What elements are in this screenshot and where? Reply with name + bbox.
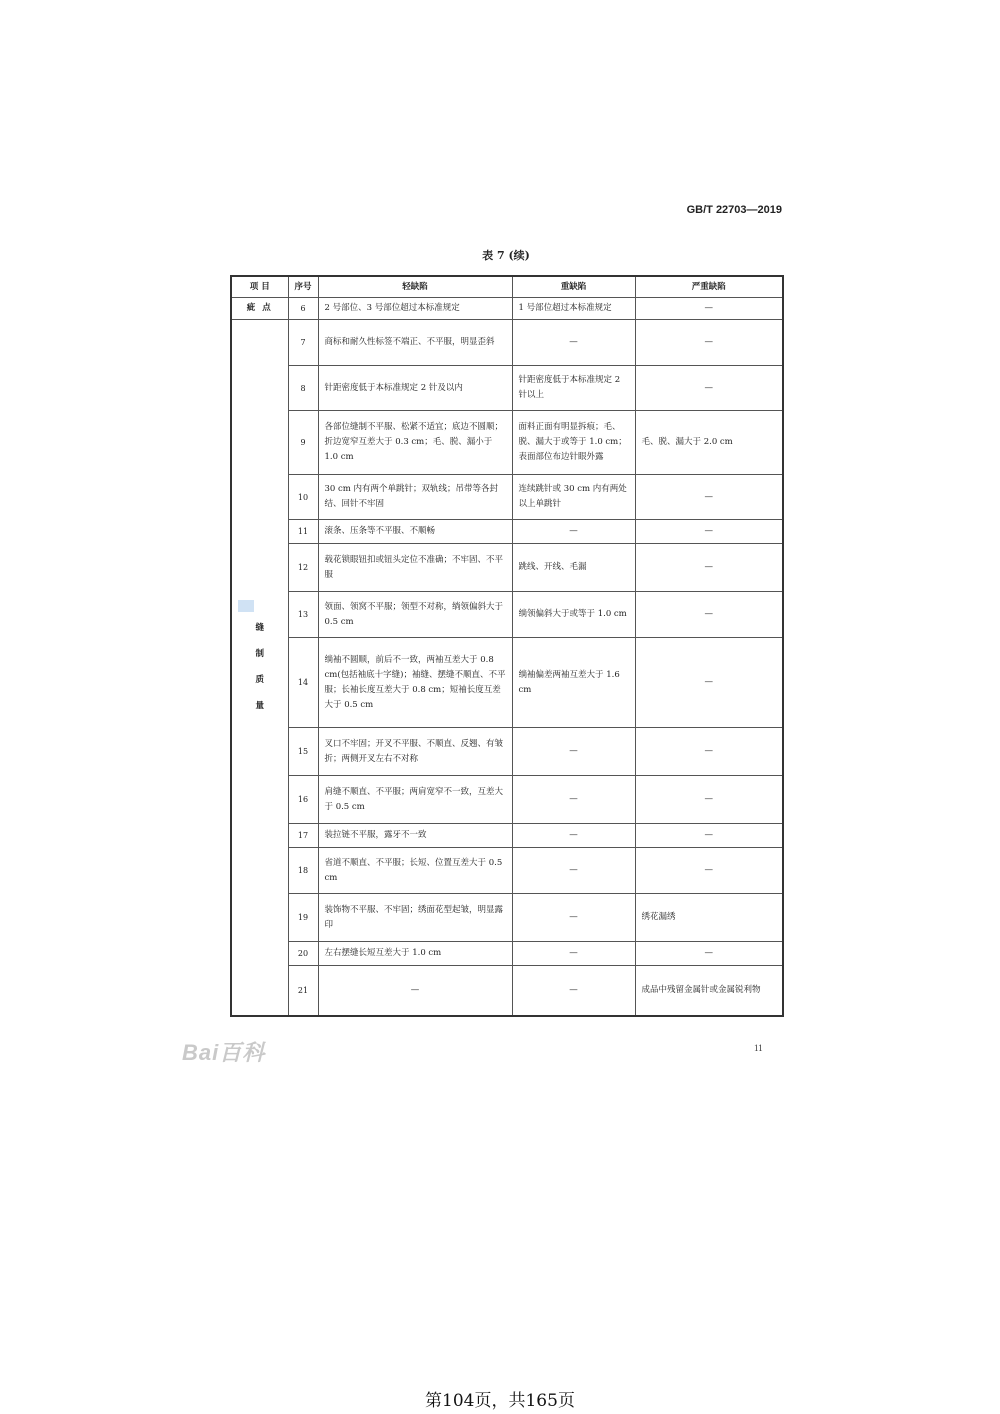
row-number: 19 [288, 894, 318, 942]
row-number: 9 [288, 411, 318, 475]
minor-defect-cell: 装拉链不平服，露牙不一致 [318, 824, 512, 848]
group-label-char: 质 [255, 675, 264, 686]
critical-defect-cell: — [635, 366, 783, 411]
minor-defect-cell: 滚条、压条等不平服、不顺畅 [318, 520, 512, 544]
major-defect-cell: — [512, 894, 635, 942]
critical-defect-cell: — [635, 848, 783, 894]
table-row [231, 475, 783, 520]
row-number: 16 [288, 776, 318, 824]
item-cell-sewing-quality [231, 320, 288, 1016]
major-defect-cell: — [512, 824, 635, 848]
table-row [231, 638, 783, 728]
scan-artifact [238, 600, 254, 612]
minor-defect-cell: 商标和耐久性标签不端正、不平服，明显歪斜 [318, 320, 512, 366]
critical-defect-cell: — [635, 592, 783, 638]
major-defect-cell: 1 号部位超过本标准规定 [512, 298, 635, 320]
minor-defect-cell: 左右摆缝长短互差大于 1.0 cm [318, 942, 512, 966]
critical-defect-cell: — [635, 544, 783, 592]
page-counter: 第104页，共165页 [425, 1391, 575, 1411]
critical-defect-cell: — [635, 776, 783, 824]
row-number: 6 [288, 298, 318, 320]
table-row [231, 520, 783, 544]
major-defect-cell: 跳线、开线、毛漏 [512, 544, 635, 592]
row-number: 14 [288, 638, 318, 728]
table-row [231, 776, 783, 824]
minor-defect-cell: 领面、领窝不平服；领型不对称，绱领偏斜大于 0.5 cm [318, 592, 512, 638]
row-number: 13 [288, 592, 318, 638]
column-header-minor: 轻缺陷 [318, 276, 512, 298]
page-number: 11 [754, 1043, 763, 1053]
table-row [231, 592, 783, 638]
minor-defect-cell: 载花锁眼钮扣或钮头定位不准确；不牢固、不平服 [318, 544, 512, 592]
table-row [231, 298, 783, 320]
row-number: 15 [288, 728, 318, 776]
critical-defect-cell: — [635, 298, 783, 320]
item-cell-defects: 疵 点 [231, 298, 288, 320]
table-row [231, 728, 783, 776]
table-row [231, 966, 783, 1016]
critical-defect-cell: — [635, 942, 783, 966]
major-defect-cell: 绱领偏斜大于或等于 1.0 cm [512, 592, 635, 638]
row-number: 8 [288, 366, 318, 411]
column-header-major: 重缺陷 [512, 276, 635, 298]
minor-defect-cell: 各部位缝制不平服、松紧不适宜；底边不圆顺；折边宽窄互差大于 0.3 cm；毛、脱、漏小于 1.0 cm [318, 411, 512, 475]
column-header-critical: 严重缺陷 [635, 276, 783, 298]
table-row [231, 544, 783, 592]
group-label-char: 缝 [255, 623, 264, 634]
major-defect-cell: — [512, 728, 635, 776]
critical-defect-cell: — [635, 520, 783, 544]
minor-defect-cell: 省道不顺直、不平服；长短、位置互差大于 0.5 cm [318, 848, 512, 894]
row-number: 10 [288, 475, 318, 520]
critical-defect-cell: 毛、脱、漏大于 2.0 cm [635, 411, 783, 475]
major-defect-cell: — [512, 848, 635, 894]
row-number: 7 [288, 320, 318, 366]
critical-defect-cell: 绣花漏绣 [635, 894, 783, 942]
column-header-item: 项 目 [231, 276, 288, 298]
table-caption: 表 7 (续) [482, 249, 530, 262]
row-number: 11 [288, 520, 318, 544]
minor-defect-cell: 针距密度低于本标准规定 2 针及以内 [318, 366, 512, 411]
standard-code: GB/T 22703—2019 [686, 204, 782, 216]
major-defect-cell: 针距密度低于本标准规定 2 针以上 [512, 366, 635, 411]
row-number: 12 [288, 544, 318, 592]
table-row [231, 320, 783, 366]
minor-defect-cell: 装饰物不平服、不牢固；绣面花型起皱，明显露印 [318, 894, 512, 942]
row-number: 18 [288, 848, 318, 894]
defects-table [230, 275, 784, 1017]
minor-defect-cell: 绱袖不圆顺，前后不一致，两袖互差大于 0.8 cm(包括袖底十字缝)；袖缝、摆缝不顺直、不平服；长袖长度互差大于 0.8 cm；短袖长度互差大于 0.5 cm [318, 638, 512, 728]
minor-defect-cell: — [318, 966, 512, 1016]
major-defect-cell: 绱袖偏差两袖互差大于 1.6 cm [512, 638, 635, 728]
table-row [231, 942, 783, 966]
major-defect-cell: 面料正面有明显拆痕；毛、脱、漏大于或等于 1.0 cm；表面部位布边针眼外露 [512, 411, 635, 475]
critical-defect-cell: — [635, 824, 783, 848]
column-header-no: 序号 [288, 276, 318, 298]
group-label-char: 量 [255, 701, 264, 712]
table-row [231, 411, 783, 475]
critical-defect-cell: — [635, 475, 783, 520]
major-defect-cell: 连续跳针或 30 cm 内有两处以上单跳针 [512, 475, 635, 520]
table-row [231, 848, 783, 894]
major-defect-cell: — [512, 942, 635, 966]
minor-defect-cell: 2 号部位、3 号部位超过本标准规定 [318, 298, 512, 320]
table-row [231, 894, 783, 942]
major-defect-cell: — [512, 520, 635, 544]
group-label-char: 制 [255, 649, 264, 660]
major-defect-cell: — [512, 776, 635, 824]
critical-defect-cell: 成品中残留金属针或金属锐利物 [635, 966, 783, 1016]
row-number: 17 [288, 824, 318, 848]
minor-defect-cell: 叉口不牢固；开叉不平服、不顺直、反翘、有皱折；两侧开叉左右不对称 [318, 728, 512, 776]
table-row [231, 824, 783, 848]
table-header-row [231, 276, 783, 298]
major-defect-cell: — [512, 320, 635, 366]
minor-defect-cell: 肩缝不顺直、不平服；两肩宽窄不一致，互差大于 0.5 cm [318, 776, 512, 824]
watermark-logo: Bai百科 [182, 1040, 266, 1065]
critical-defect-cell: — [635, 728, 783, 776]
row-number: 20 [288, 942, 318, 966]
row-number: 21 [288, 966, 318, 1016]
minor-defect-cell: 30 cm 内有两个单跳针；双轨线；吊带等各封结、回针不牢固 [318, 475, 512, 520]
table-row [231, 366, 783, 411]
major-defect-cell: — [512, 966, 635, 1016]
critical-defect-cell: — [635, 320, 783, 366]
critical-defect-cell: — [635, 638, 783, 728]
